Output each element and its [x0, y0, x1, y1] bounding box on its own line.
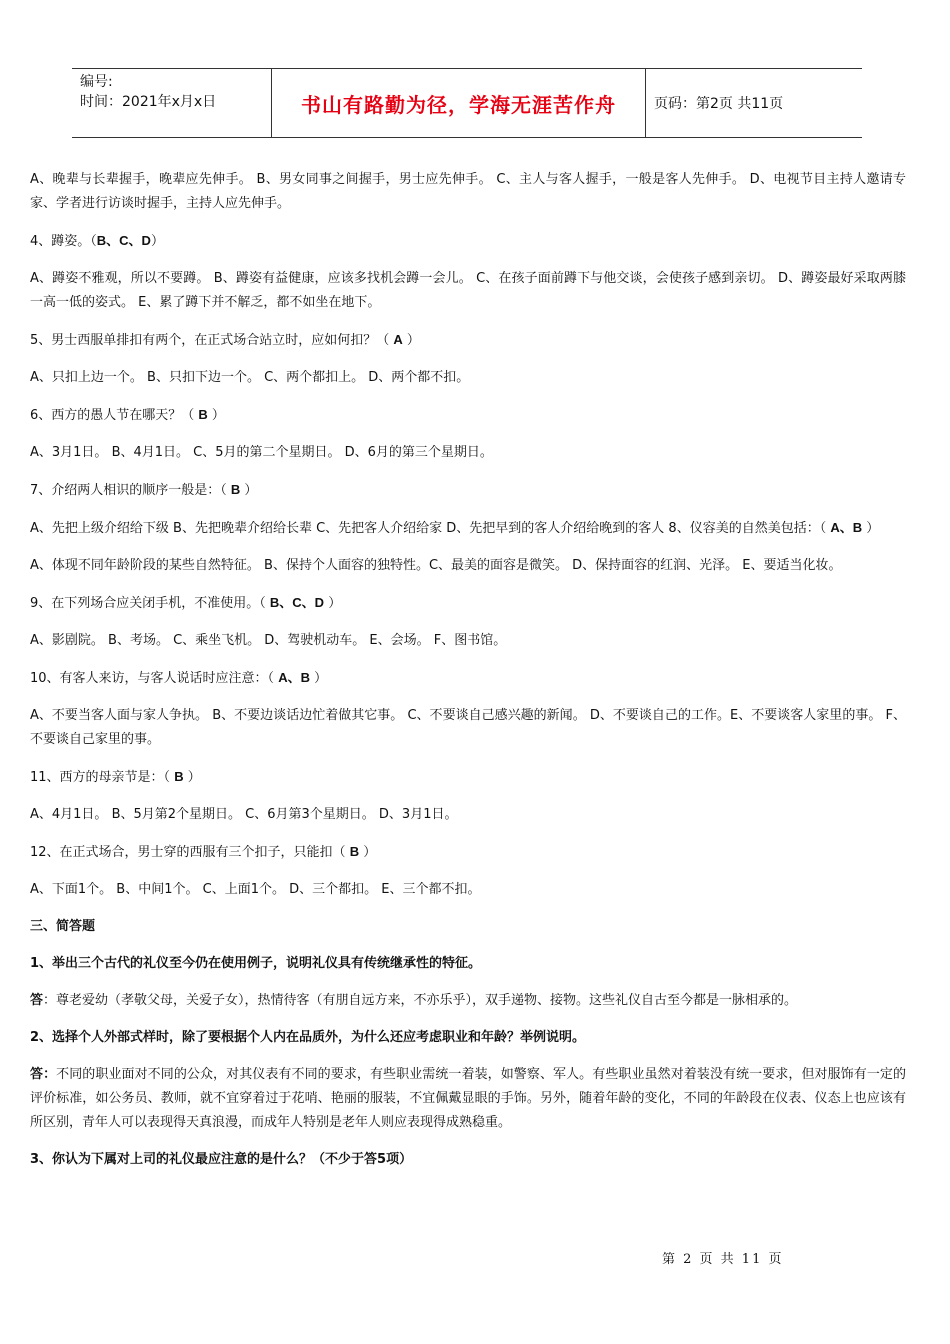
question-line — [30, 328, 906, 353]
question-text: 7、介绍两人相识的顺序一般是：（ — [30, 483, 231, 498]
answer-key: B — [198, 407, 208, 422]
question-line — [30, 516, 906, 541]
options-line: A、只扣上边一个。 B、只扣下边一个。 C、两个都扣上。 D、两个都不扣。 — [30, 370, 470, 385]
question-close: ） — [240, 483, 258, 498]
question-text: 5、男士西服单排扣有两个，在正式场合站立时，应如何扣？（ — [30, 333, 394, 348]
header-motto-cell — [272, 69, 646, 137]
question-text: 6、西方的愚人节在哪天？（ — [30, 408, 199, 423]
header-meta — [72, 69, 272, 137]
answer-paragraph — [30, 1063, 906, 1135]
question-text: 11、西方的母亲节是：（ — [30, 770, 175, 785]
section-heading: 三、简答题 — [30, 919, 96, 934]
question-text: 12、在正式场合，男士穿的西服有三个扣子，只能扣（ — [30, 845, 350, 860]
document-body — [30, 168, 906, 1185]
options-line: A、影剧院。 B、考场。 C、乘坐飞机。 D、驾驶机动车。 E、会场。 F、图书馆。 — [30, 633, 507, 648]
question-close: ） — [359, 845, 377, 860]
serial-number-label: 编号: — [80, 74, 113, 90]
options-line: A、下面1个。 B、中间1个。 C、上面1个。 D、三个都扣。 E、三个都不扣。 — [30, 882, 481, 897]
date-label: 时间：2021年x月x日 — [80, 94, 217, 110]
question-close: ） — [183, 770, 201, 785]
question-close: ） — [862, 521, 880, 536]
answer-label: 答 — [30, 993, 44, 1008]
question-close: ） — [309, 671, 328, 686]
answer-text: ：尊老爱幼（孝敬父母，关爱子女），热情待客（有朋自远方来，不亦乐乎），双手递物、接物。这些礼仪自古至今都是一脉相承的。 — [43, 993, 798, 1008]
answer-key: B — [174, 769, 184, 784]
question-text: A、先把上级介绍给下级 B、先把晚辈介绍给长辈 C、先把客人介绍给家 D、先把早到的客人介绍给晚到的客人 8、仪容美的自然美包括：（ — [30, 521, 831, 536]
answer-key: B、C、D — [96, 233, 151, 248]
page-header — [72, 68, 862, 138]
question-line — [30, 403, 906, 428]
answer-key: A、B — [830, 520, 863, 535]
question-text: 4、蹲姿。（ — [30, 234, 97, 249]
options-line: A、3月1日。 B、4月1日。 C、5月的第二个星期日。 D、6月的第三个星期日。 — [30, 445, 493, 460]
question-close: ） — [324, 596, 342, 611]
question-line — [30, 478, 906, 503]
answer-key: B — [230, 482, 241, 497]
question-line — [30, 591, 906, 616]
question-line — [30, 765, 906, 790]
options-line: A、晚辈与长辈握手，晚辈应先伸手。 B、男女同事之间握手，男士应先伸手。 C、主人与客人握手，一般是客人先伸手。 D、电视节目主持人邀请专家、学者进行访谈时握手，主持人应先伸手。 — [30, 172, 906, 211]
question-close: ） — [150, 234, 164, 249]
page-footer: 第 2 页 共 11 页 — [662, 1252, 784, 1267]
options-line: A、不要当客人面与家人争执。 B、不要边谈话边忙着做其它事。 C、不要谈自己感兴趣的新闻。 D、不要谈自己的工作。E、不要谈客人家里的事。 F、不要谈自己家里的事。 — [30, 708, 906, 747]
options-line: A、4月1日。 B、5月第2个星期日。 C、6月第3个星期日。 D、3月1日。 — [30, 807, 458, 822]
section-heading: 3、你认为下属对上司的礼仪最应注意的是什么？（不少于答5项） — [30, 1152, 413, 1167]
answer-key: A — [393, 332, 403, 347]
motto-text: 书山有路勤为径，学海无涯苦作舟 — [301, 92, 616, 117]
question-line — [30, 229, 906, 254]
question-close: ） — [402, 333, 420, 348]
answer-paragraph — [30, 989, 906, 1013]
header-page-code — [646, 69, 862, 137]
answer-key: B — [349, 844, 360, 859]
options-line: A、蹲姿不雅观，所以不要蹲。 B、蹲姿有益健康，应该多找机会蹲一会儿。 C、在孩子面前蹲下与他交谈，会使孩子感到亲切。 D、蹲姿最好采取两膝一高一低的姿式。 E、累了蹲下并不解乏，都不如坐在地下。 — [30, 271, 906, 310]
options-line: A、体现不同年龄阶段的某些自然特征。 B、保持个人面容的独特性。C、最美的面容是微笑。 D、保持面容的红润、光泽。 E、要适当化妆。 — [30, 558, 842, 573]
page-code-text: 页码：第2页 共11页 — [654, 96, 784, 112]
section-heading: 1、举出三个古代的礼仪至今仍在使用例子，说明礼仪具有传统继承性的特征。 — [30, 956, 482, 971]
question-text: 9、在下列场合应关闭手机，不准使用。（ — [30, 596, 270, 611]
answer-key: A、B — [278, 670, 310, 685]
question-close: ） — [207, 408, 225, 423]
answer-label: 答： — [30, 1067, 57, 1082]
question-line — [30, 666, 906, 691]
answer-text: 不同的职业面对不同的公众，对其仪表有不同的要求，有些职业需统一着装，如警察、军人。有些职业虽然对着装没有统一要求，但对服饰有一定的评价标准，如公务员、教师，就不宜穿着过于花哨、艳丽的服装，不宜佩戴显眼的手饰。另外，随着年龄的变化，不同的年龄段在仪表、仪态上也应该有所区别，青年人可以表现得天真浪漫，而成年人特别是老年人则应表现得成熟稳重。 — [30, 1067, 906, 1130]
section-heading: 2、选择个人外部式样时，除了要根据个人内在品质外，为什么还应考虑职业和年龄？举例说明。 — [30, 1030, 586, 1045]
question-line — [30, 840, 906, 865]
question-text: 10、有客人来访，与客人说话时应注意：（ — [30, 671, 279, 686]
answer-key: B、C、D — [269, 595, 325, 610]
